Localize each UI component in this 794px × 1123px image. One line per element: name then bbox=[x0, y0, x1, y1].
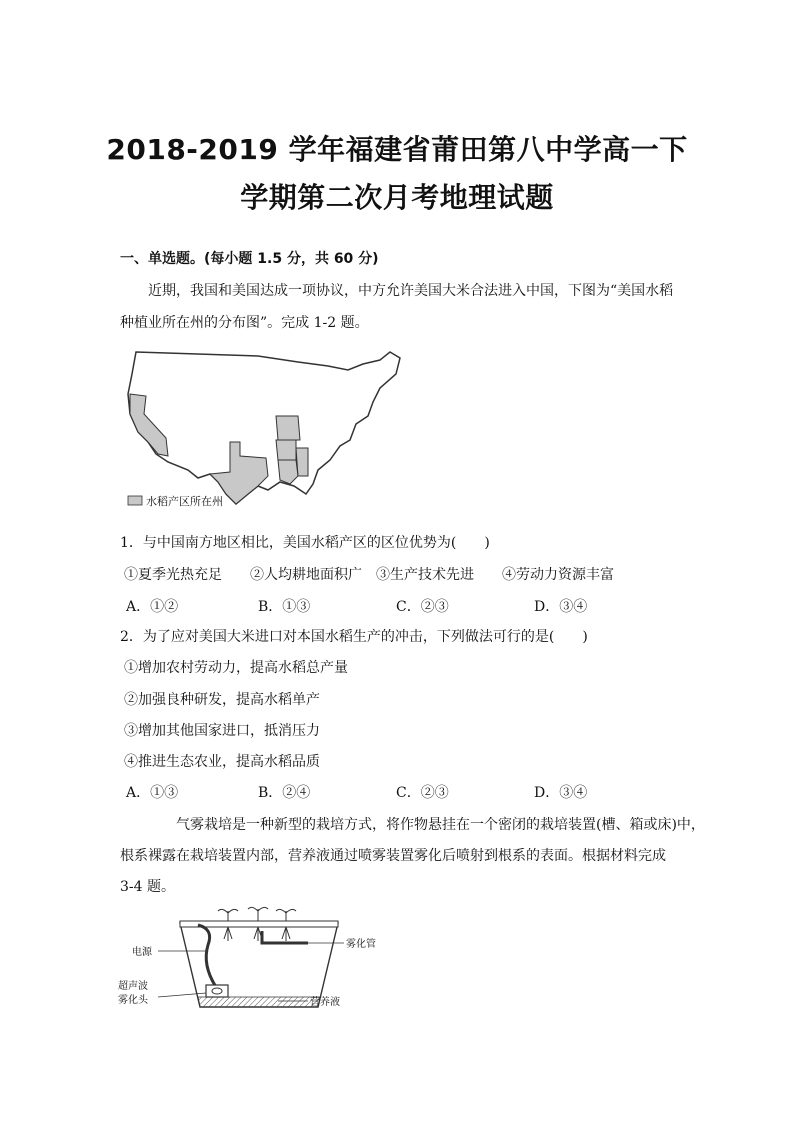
q2-option-d[interactable]: D．③④ bbox=[534, 785, 588, 801]
exam-title-line1: 2018-2019 学年福建省莆田第八中学高一下 bbox=[106, 133, 688, 166]
q1-option-b[interactable]: B．①③ bbox=[258, 599, 311, 615]
arkansas-state bbox=[276, 440, 296, 460]
q2-item-2: ②加强良种研发，提高水稻单产 bbox=[124, 692, 320, 708]
label-ultrasonic-2: 雾化头 bbox=[118, 995, 148, 1006]
intro-2-line2: 根系裸露在栽培装置内部，营养液通过喷雾装置雾化后喷射到根系的表面。根据材料完成 bbox=[120, 848, 666, 864]
us-outline bbox=[128, 352, 400, 504]
ultrasonic-atomizer bbox=[206, 985, 228, 997]
q2-option-b[interactable]: B．②④ bbox=[258, 785, 311, 801]
intro-2-line1: 气雾栽培是一种新型的栽培方式，将作物悬挂在一个密闭的栽培装置(槽、箱或床)中， bbox=[176, 817, 705, 833]
q2-item-1: ①增加农村劳动力，提高水稻总产量 bbox=[124, 660, 348, 676]
section-header: 一、单选题。(每小题 1.5 分，共 60 分) bbox=[120, 251, 379, 267]
q1-option-d[interactable]: D．③④ bbox=[534, 599, 588, 615]
intro-1-line2: 种植业所在州的分布图”。完成 1-2 题。 bbox=[120, 315, 369, 331]
q1-option-a[interactable]: A．①② bbox=[126, 599, 179, 615]
us-rice-map bbox=[118, 344, 418, 514]
q1-stem: 1．与中国南方地区相比，美国水稻产区的区位优势为( ) bbox=[120, 535, 490, 551]
q2-option-c[interactable]: C．②③ bbox=[396, 785, 449, 801]
aeroponics-diagram bbox=[118, 905, 378, 1015]
label-power: 电源 bbox=[132, 947, 152, 958]
mississippi-state bbox=[296, 448, 308, 476]
legend-swatch bbox=[128, 496, 142, 505]
q2-stem: 2．为了应对美国大米进口对本国水稻生产的冲击，下列做法可行的是( ) bbox=[120, 629, 588, 645]
q2-item-3: ③增加其他国家进口，抵消压力 bbox=[124, 723, 320, 739]
missouri-state bbox=[276, 416, 300, 440]
label-ultrasonic-1: 超声波 bbox=[118, 981, 148, 992]
q1-option-c[interactable]: C．②③ bbox=[396, 599, 449, 615]
exam-title-line2: 学期第二次月考地理试题 bbox=[240, 181, 554, 214]
label-mist-pipe: 雾化管 bbox=[346, 939, 376, 950]
q2-item-4: ④推进生态农业，提高水稻品质 bbox=[124, 754, 320, 770]
map-legend-label: 水稻产区所在州 bbox=[146, 495, 223, 508]
q1-items: ①夏季光热充足 ②人均耕地面积广 ③生产技术先进 ④劳动力资源丰富 bbox=[124, 567, 614, 583]
intro-2-line3: 3-4 题。 bbox=[120, 879, 175, 895]
label-nutrient: 营养液 bbox=[310, 997, 340, 1008]
q2-option-a[interactable]: A．①③ bbox=[126, 785, 179, 801]
container-outline bbox=[180, 923, 338, 1007]
intro-1-line1: 近期，我国和美国达成一项协议，中方允许美国大米合法进入中国，下图为“美国水稻 bbox=[148, 283, 674, 299]
nutrient-solution bbox=[198, 997, 320, 1007]
